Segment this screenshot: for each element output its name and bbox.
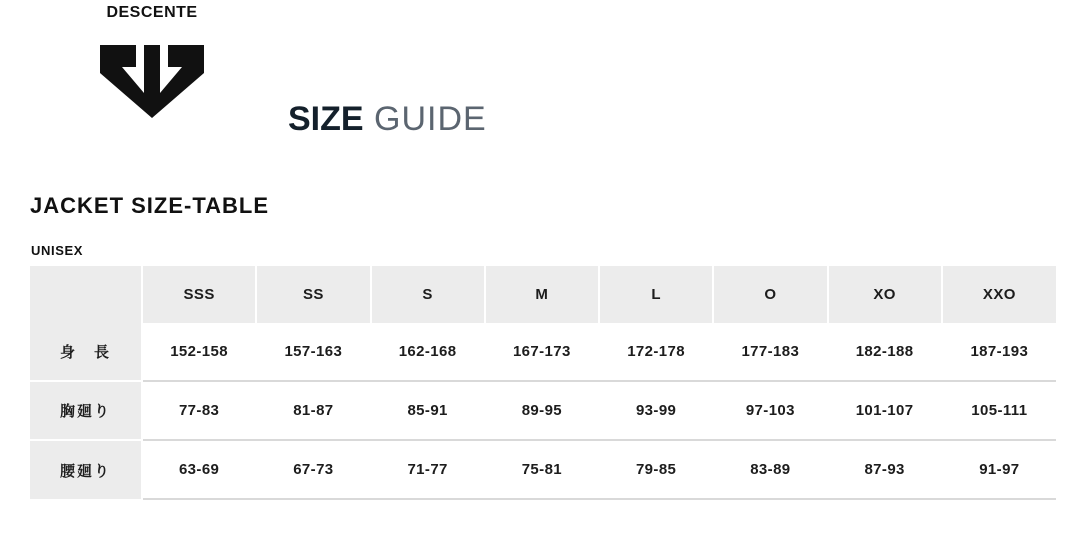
table-cell: 89-95 <box>485 381 599 440</box>
size-table <box>30 266 1056 500</box>
section-heading: JACKET SIZE-TABLE <box>30 193 270 218</box>
table-cell: 162-168 <box>371 323 485 381</box>
table-cell: 182-188 <box>828 323 942 381</box>
column-header: O <box>713 266 827 323</box>
descente-arrows-logo-icon <box>92 23 212 118</box>
column-header: XO <box>828 266 942 323</box>
table-cell: 91-97 <box>942 440 1056 499</box>
column-header: SS <box>256 266 370 323</box>
column-header: SSS <box>142 266 256 323</box>
table-cell: 77-83 <box>142 381 256 440</box>
table-cell: 75-81 <box>485 440 599 499</box>
row-label: 胸廻り <box>30 381 142 440</box>
table-cell: 187-193 <box>942 323 1056 381</box>
column-header: L <box>599 266 713 323</box>
brand-wordmark: DESCENTE <box>106 4 198 21</box>
table-cell: 101-107 <box>828 381 942 440</box>
table-cell: 79-85 <box>599 440 713 499</box>
table-cell: 93-99 <box>599 381 713 440</box>
table-row <box>30 381 1056 440</box>
table-cell: 97-103 <box>713 381 827 440</box>
table-cell: 167-173 <box>485 323 599 381</box>
size-table-body <box>30 323 1056 499</box>
table-cell: 105-111 <box>942 381 1056 440</box>
page-title-light: GUIDE <box>363 100 487 138</box>
column-header: S <box>371 266 485 323</box>
table-cell: 172-178 <box>599 323 713 381</box>
table-cell: 81-87 <box>256 381 370 440</box>
page-header <box>0 0 1080 170</box>
section-subheading: UNISEX <box>31 243 84 258</box>
page-title-bold: SIZE <box>288 100 364 138</box>
table-cell: 152-158 <box>142 323 256 381</box>
size-table-container <box>30 266 1056 500</box>
table-row <box>30 323 1056 381</box>
table-cell: 83-89 <box>713 440 827 499</box>
table-cell: 67-73 <box>256 440 370 499</box>
size-table-head <box>30 266 1056 323</box>
table-cell: 71-77 <box>371 440 485 499</box>
brand-logo <box>92 4 212 120</box>
table-cell: 85-91 <box>371 381 485 440</box>
table-cell: 87-93 <box>828 440 942 499</box>
table-corner-cell <box>30 266 142 323</box>
row-label: 身 長 <box>30 323 142 381</box>
table-cell: 63-69 <box>142 440 256 499</box>
table-cell: 177-183 <box>713 323 827 381</box>
table-row <box>30 440 1056 499</box>
column-header: XXO <box>942 266 1056 323</box>
table-cell: 157-163 <box>256 323 370 381</box>
page-title <box>288 100 487 139</box>
column-header: M <box>485 266 599 323</box>
table-header-row <box>30 266 1056 323</box>
row-label: 腰廻り <box>30 440 142 499</box>
